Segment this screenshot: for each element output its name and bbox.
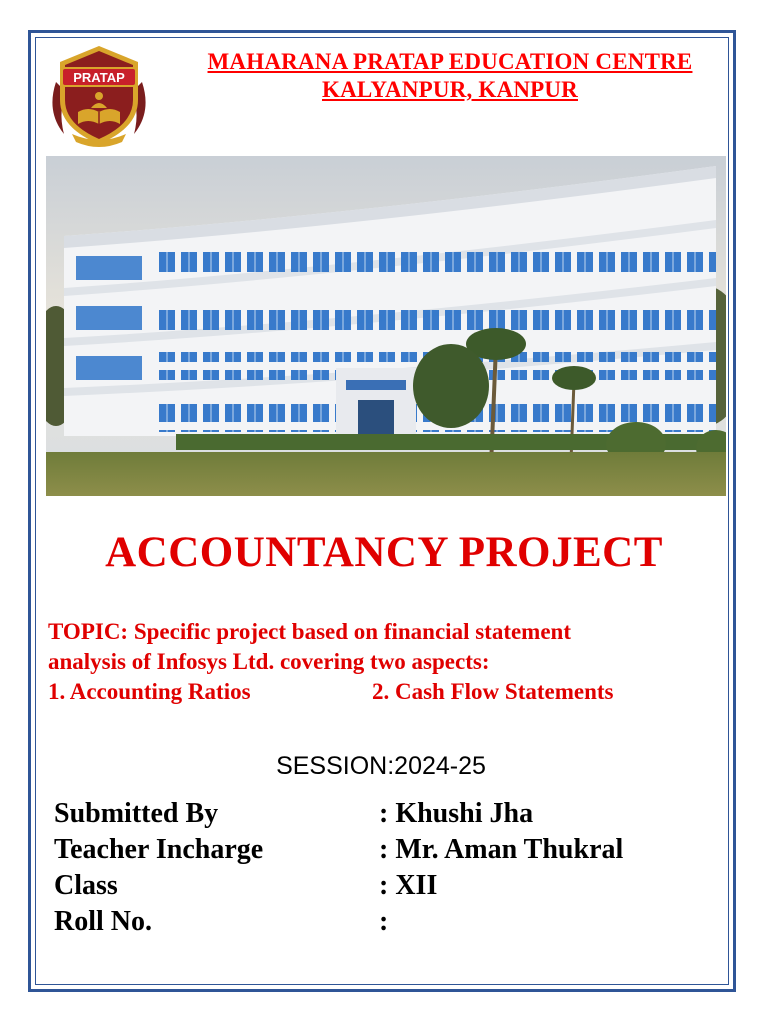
project-title: ACCOUNTANCY PROJECT: [105, 529, 663, 576]
detail-label: Roll No.: [54, 906, 152, 937]
school-name: MAHARANA PRATAP EDUCATION CENTRE: [207, 49, 693, 74]
detail-value: : XII: [379, 870, 438, 901]
school-location: KALYANPUR, KANPUR: [322, 77, 578, 102]
topic-line-2: analysis of Infosys Ltd. covering two aspects:: [48, 649, 490, 674]
topic-block: [48, 617, 738, 707]
logo-text: PRATAP: [73, 70, 125, 85]
topic-aspects: [48, 677, 738, 707]
detail-label: Submitted By: [54, 798, 219, 829]
detail-value: :: [379, 906, 389, 937]
detail-label: Teacher Incharge: [54, 834, 264, 865]
topic-line-1: TOPIC: Specific project based on financial statement: [48, 619, 572, 644]
session-label: SESSION:2024-25: [276, 752, 486, 780]
detail-value: : Mr. Aman Thukral: [379, 834, 624, 865]
detail-value: : Khushi Jha: [379, 798, 534, 829]
detail-label: Class: [54, 870, 118, 901]
school-logo: [42, 42, 156, 150]
topic-aspect-1: 1. Accounting Ratios: [48, 679, 251, 704]
school-building-photo: [46, 156, 726, 496]
topic-aspect-2: 2. Cash Flow Statements: [372, 679, 614, 704]
